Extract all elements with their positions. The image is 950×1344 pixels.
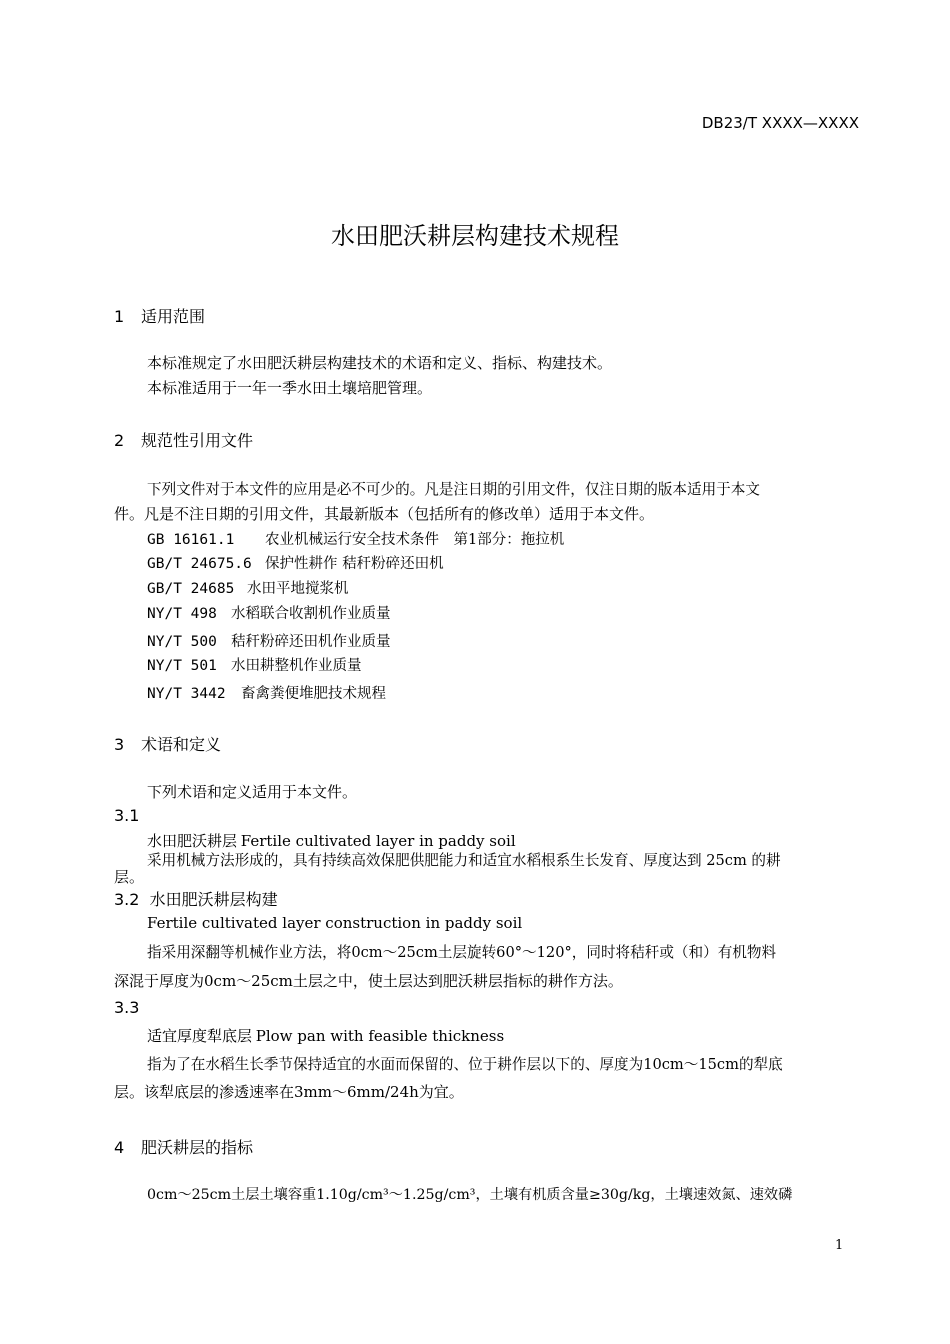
section-title: 术语和定义 bbox=[141, 735, 222, 754]
reference-title: 畜禽粪便堆肥技术规程 bbox=[241, 686, 386, 702]
paragraph: 下列术语和定义适用于本文件。 bbox=[147, 783, 358, 801]
section-number: 4 bbox=[114, 1138, 125, 1157]
paragraph: 0cm～25cm土层土壤容重1.10g/cm³～1.25g/cm³，土壤有机质含量≥30g/kg，土壤速效氮、速效磷 bbox=[147, 1187, 793, 1203]
reference-item bbox=[147, 602, 391, 623]
term-definition: 层。 bbox=[114, 868, 145, 886]
term-definition: 指为了在水稻生长季节保持适宜的水面而保留的、位于耕作层以下的、厚度为10cm～15cm的犁底 bbox=[147, 1056, 783, 1073]
term-heading bbox=[147, 1025, 504, 1046]
page-number: 1 bbox=[835, 1238, 844, 1253]
term-definition: 采用机械方法形成的，具有持续高效保肥供肥能力和适宜水稻根系生长发育、厚度达到 25cm 的耕 bbox=[147, 852, 781, 869]
reference-code: NY/T 501 bbox=[147, 658, 217, 674]
reference-code: NY/T 498 bbox=[147, 606, 217, 622]
reference-item bbox=[147, 577, 349, 598]
term-number: 3.3 bbox=[114, 998, 140, 1017]
section-1-heading bbox=[114, 304, 205, 327]
term-en: Fertile cultivated layer in paddy soil bbox=[240, 832, 516, 850]
term-number: 3.2 bbox=[114, 890, 140, 909]
reference-title: 水田耕整机作业质量 bbox=[231, 658, 362, 674]
section-title: 肥沃耕层的指标 bbox=[141, 1138, 254, 1157]
section-3-heading bbox=[114, 732, 221, 755]
reference-title: 农业机械运行安全技术条件 第1部分：拖拉机 bbox=[265, 532, 565, 548]
document-code: DB23/T XXXX—XXXX bbox=[701, 114, 859, 132]
paragraph: 件。凡是不注日期的引用文件，其最新版本（包括所有的修改单）适用于本文件。 bbox=[114, 505, 655, 523]
section-title: 适用范围 bbox=[141, 307, 206, 326]
paragraph: 本标准适用于一年一季水田土壤培肥管理。 bbox=[147, 379, 433, 397]
term-heading bbox=[114, 887, 278, 910]
reference-code: NY/T 500 bbox=[147, 634, 217, 650]
term-number: 3.1 bbox=[114, 806, 140, 825]
reference-title: 水稻联合收割机作业质量 bbox=[231, 606, 391, 622]
reference-code: GB/T 24675.6 bbox=[147, 556, 252, 572]
reference-item bbox=[147, 654, 362, 675]
page-title: 水田肥沃耕层构建技术规程 bbox=[331, 222, 619, 250]
term-cn: 水田肥沃耕层构建 bbox=[149, 890, 278, 909]
reference-code: GB 16161.1 bbox=[147, 532, 235, 548]
term-heading bbox=[147, 830, 516, 851]
reference-item bbox=[147, 682, 386, 703]
term-en: Plow pan with feasible thickness bbox=[255, 1027, 505, 1045]
reference-item bbox=[147, 630, 391, 651]
paragraph: 下列文件对于本文件的应用是必不可少的。凡是注日期的引用文件，仅注日期的版本适用于本文 bbox=[147, 481, 760, 498]
section-number: 2 bbox=[114, 431, 125, 450]
reference-title: 秸秆粉碎还田机作业质量 bbox=[231, 634, 391, 650]
section-title: 规范性引用文件 bbox=[141, 431, 254, 450]
reference-title: 水田平地搅浆机 bbox=[247, 581, 349, 597]
section-number: 1 bbox=[114, 307, 125, 326]
reference-item bbox=[147, 552, 444, 573]
term-definition: 层。该犁底层的渗透速率在3mm～6mm/24h为宜。 bbox=[114, 1083, 464, 1101]
reference-item bbox=[147, 528, 564, 549]
term-en: Fertile cultivated layer construction in paddy soil bbox=[147, 914, 523, 932]
reference-code: GB/T 24685 bbox=[147, 581, 235, 597]
term-cn: 适宜厚度犁底层 bbox=[147, 1027, 253, 1045]
reference-title: 保护性耕作 秸秆粉碎还田机 bbox=[265, 556, 444, 572]
reference-code: NY/T 3442 bbox=[147, 686, 226, 702]
paragraph: 本标准规定了水田肥沃耕层构建技术的术语和定义、指标、构建技术。 bbox=[147, 354, 613, 372]
term-definition: 深混于厚度为0cm～25cm土层之中，使土层达到肥沃耕层指标的耕作方法。 bbox=[114, 972, 623, 990]
term-cn: 水田肥沃耕层 bbox=[147, 832, 238, 850]
term-definition: 指采用深翻等机械作业方法，将0cm～25cm土层旋转60°～120°，同时将秸秆或（和）有机物料 bbox=[147, 944, 777, 961]
section-4-heading bbox=[114, 1135, 253, 1158]
section-2-heading bbox=[114, 428, 253, 451]
section-number: 3 bbox=[114, 735, 125, 754]
